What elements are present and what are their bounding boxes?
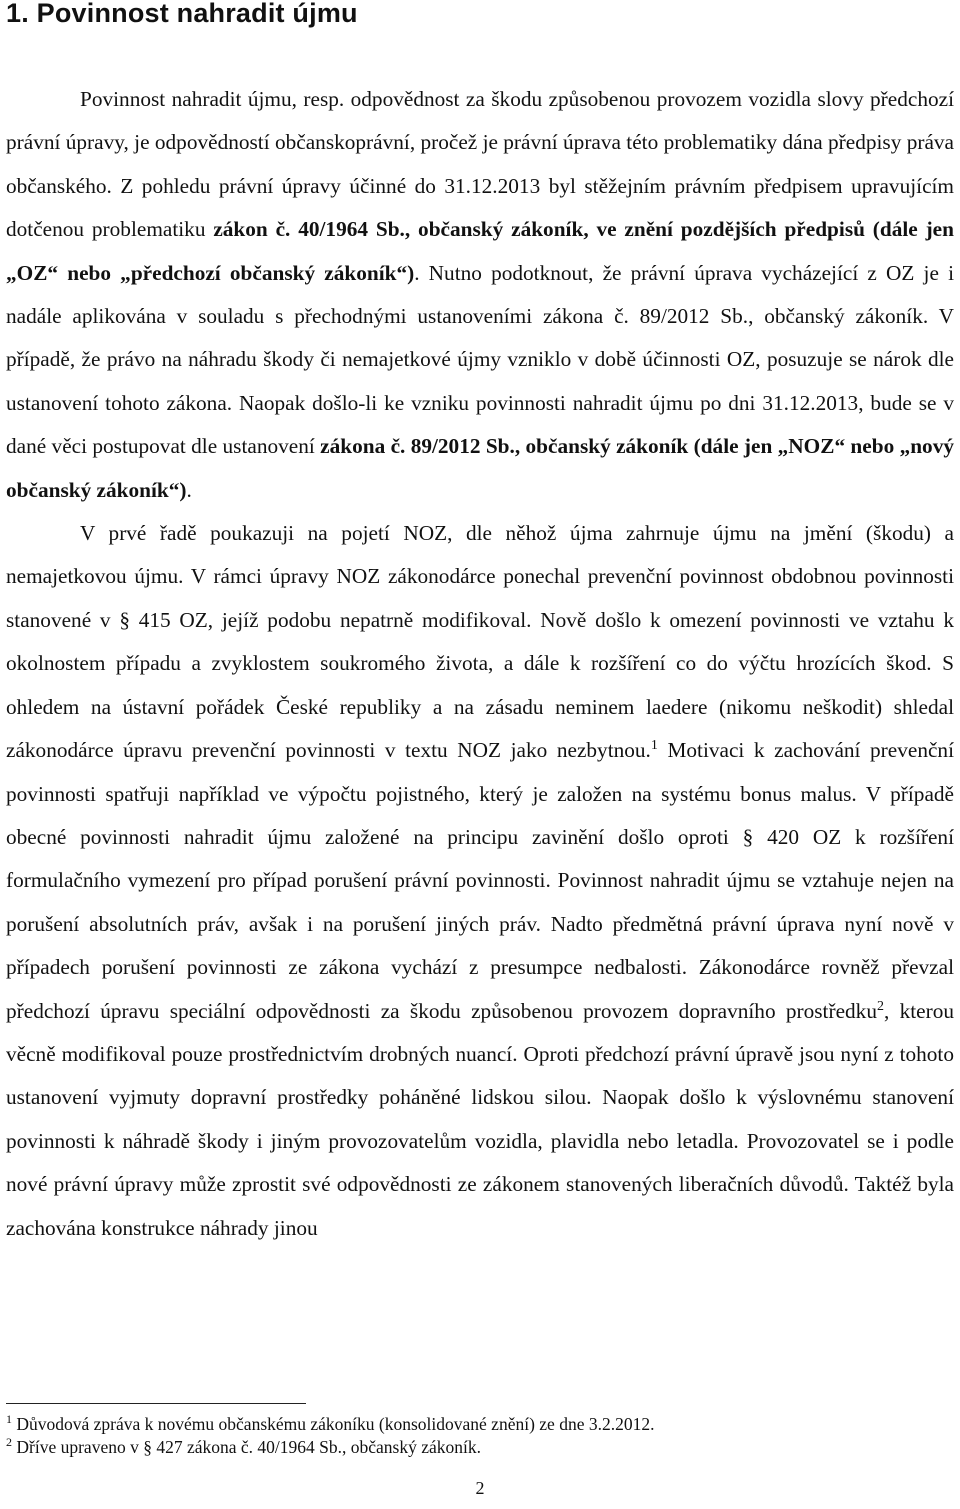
paragraph-1-text-2: . Nutno podotknout, že právní úprava vycházející z OZ je i nadále aplikována v souladu s přechodnými ustanoveními zákona č. 89/2012 Sb., občanský zákoník. V případě, že právo na náhradu škody či nemajetkové újmy vzniklo v době účinnosti OZ, posuzuje se nárok dle ustanovení tohoto zákona. Naopak došlo-li ke vzniku povinnosti nahradit újmu po dni 31.12.2013, bude se v dané věci postupovat dle ustanovení — [6, 260, 955, 459]
footnote-ref-2[interactable]: 2 — [876, 998, 884, 1014]
page-number: 2 — [475, 1478, 485, 1498]
footnote-2-number: 2 — [6, 1435, 12, 1450]
paragraph-1-bold-1: zákon č. 40/1964 Sb., občanský zákoník, ve znění pozdějších předpisů (dále jen „OZ“ nebo „předchozí občanský zákoník“) — [6, 217, 954, 285]
footnote-1 — [6, 1413, 954, 1436]
paragraph-2-text-1: V prvé řadě poukazuji na pojetí NOZ, dle něhož újma zahrnuje újmu na jmění (škodu) a nemajetkovou újmu. V rámci úpravy NOZ zákonodárce ponechal prevenční povinnost obdobnou povinnosti stanovené v § 415 OZ, jejíž podobu nepatrně modifikoval. Nově došlo k omezení povinnosti ve vztahu k okolnostem případu a zvyklostem soukromého života, a dále k rozšíření co do výčtu hrozících škod. S ohledem na ústavní pořádek České republiky a na zásadu neminem laedere (nikomu neškodit) shledal zákonodárce úpravu prevenční povinnosti v textu NOZ jako nezbytnou. — [6, 521, 954, 763]
paragraph-1-text-1: Povinnost nahradit újmu, resp. odpovědnost za škodu způsobenou provozem vozidla slovy předchozí právní úpravy, je odpovědností občanskoprávní, pročež je právní úprava této problematiky dána předpisy práva občanského. Z pohledu právní úpravy účinné do 31.12.2013 byl stěžejním právním předpisem upravujícím dotčenou problematiku — [6, 87, 954, 242]
footnote-2-text: Dříve upraveno v § 427 zákona č. 40/1964 Sb., občanský zákoník. — [12, 1437, 481, 1457]
body-text — [6, 78, 954, 1250]
paragraph-2-text-3: , kterou věcně modifikoval pouze prostřednictvím drobných nuancí. Oproti předchozí právní úpravě jsou nyní z tohoto ustanovení vyjmuty dopravní prostředky poháněné lidskou silou. Naopak došlo k výslovnému stanovení povinnosti k náhradě škody i jiným provozovatelům vozidla, plavidla nebo letadla. Provozovatel se i podle nové právní úpravy může zprostit své odpovědnosti ze zákonem stanovených liberačních důvodů. Taktéž byla zachována konstrukce náhrady jinou — [6, 998, 954, 1240]
footnote-1-number: 1 — [6, 1412, 12, 1427]
section-heading: 1. Povinnost nahradit újmu — [6, 0, 358, 28]
paragraph-1-text-3: . — [186, 477, 192, 502]
footnote-2 — [6, 1436, 954, 1459]
footnotes — [6, 1413, 954, 1459]
footnote-1-text: Důvodová zpráva k novému občanskému zákoníku (konsolidované znění) ze dne 3.2.2012. — [12, 1414, 655, 1434]
footnote-ref-1[interactable]: 1 — [650, 738, 658, 753]
paragraph-2 — [6, 512, 954, 1250]
paragraph-2-text-2: Motivaci k zachování prevenční povinnosti spatřuji například ve výpočtu pojistného, který je založen na systému bonus malus. V případě obecné povinnosti nahradit újmu založené na principu zavinění došlo oproti § 420 OZ k rozšíření formulačního vymezení pro případ porušení právní povinnosti. Povinnost nahradit újmu se vztahuje nejen na porušení absolutních práv, avšak i na porušení jiných práv. Nadto předmětná právní úprava nyní nově v případech porušení povinnosti ze zákona vychází z presumpce nedbalosti. Zákonodárce rovněž převzal předchozí úpravu speciální odpovědnosti za škodu způsobenou provozem dopravního prostředku — [6, 738, 954, 1023]
paragraph-1 — [6, 78, 954, 512]
footnote-divider — [6, 1403, 306, 1404]
paragraph-1-bold-2: zákona č. 89/2012 Sb., občanský zákoník (dále jen „NOZ“ nebo „nový občanský zákoník“) — [6, 434, 955, 502]
